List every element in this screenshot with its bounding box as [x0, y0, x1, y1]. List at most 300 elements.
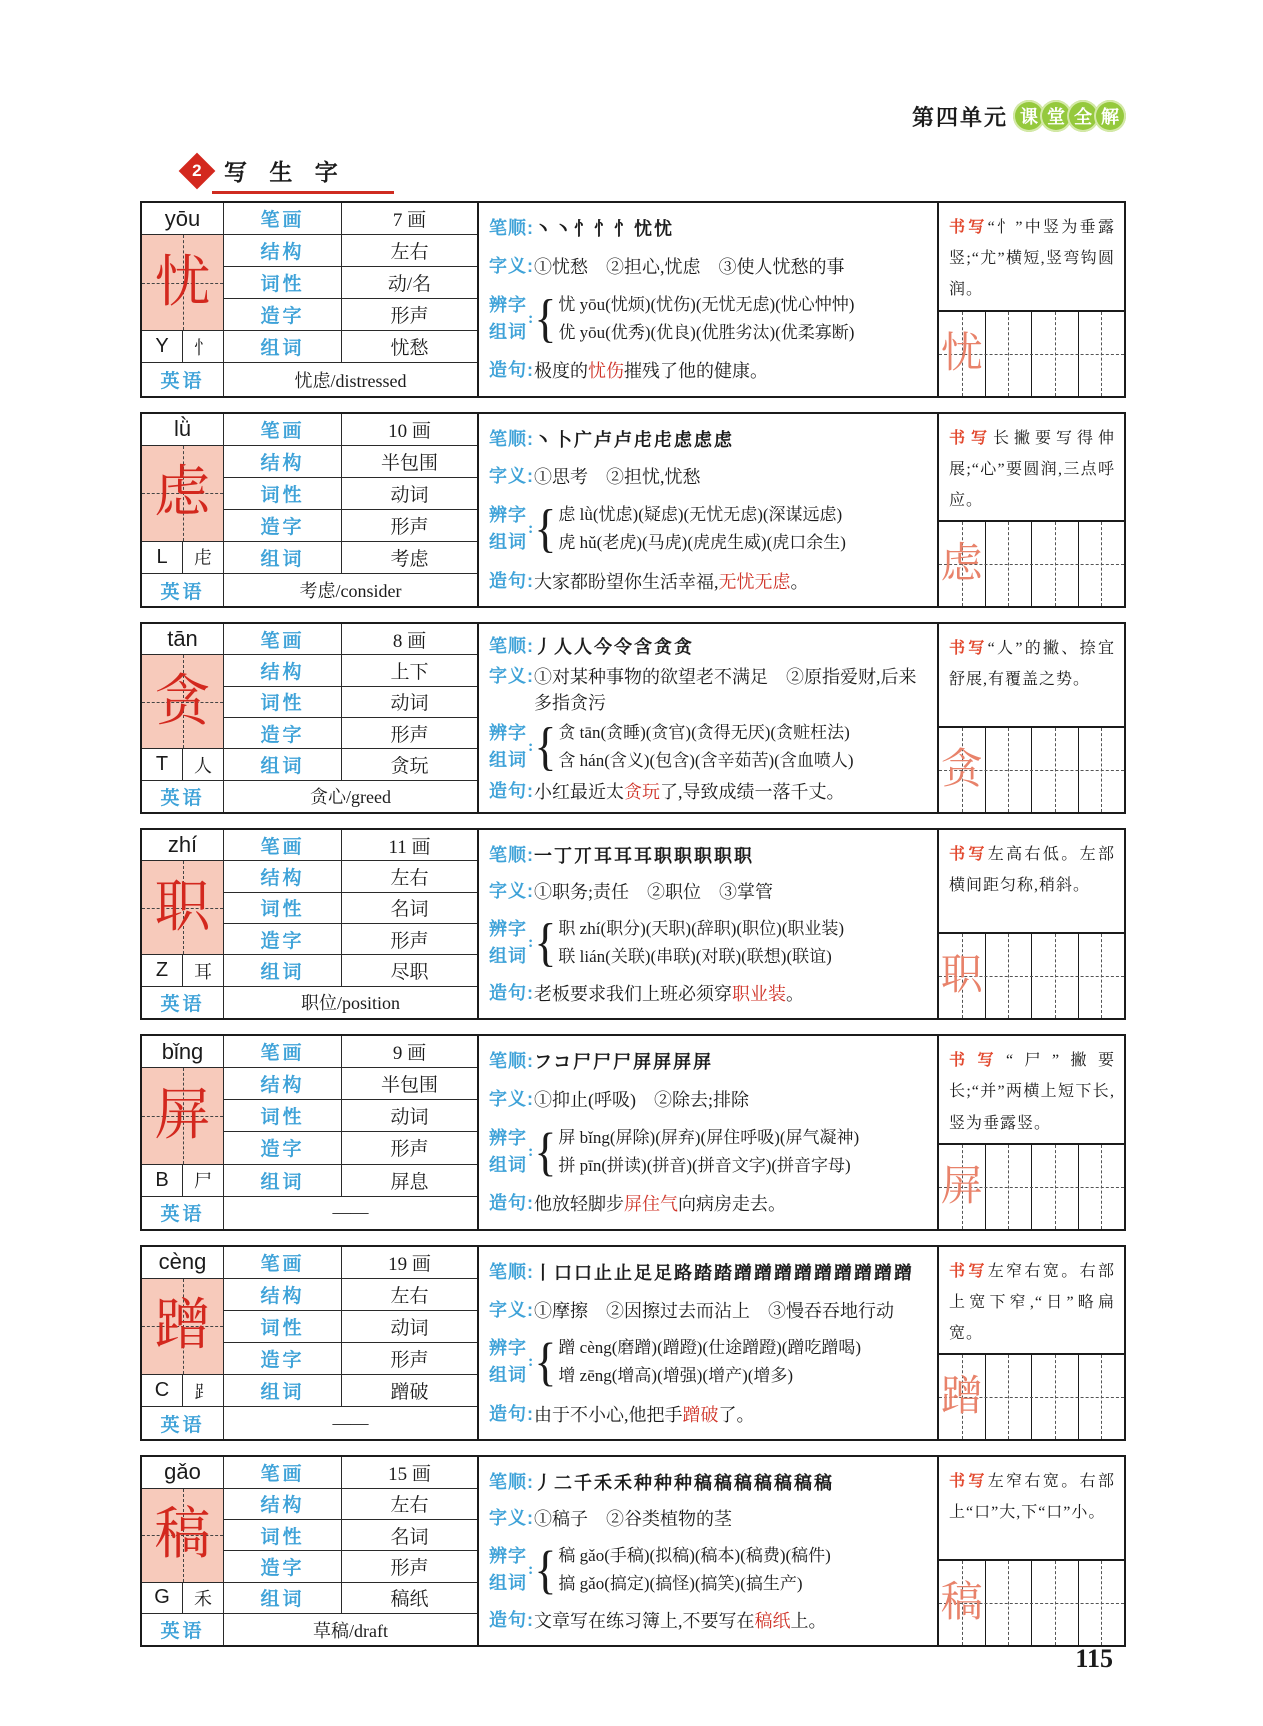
differentiate-line-2: 虎 hǔ(老虎)(马虎)(虎虎生威)(虎口余生): [558, 533, 846, 553]
differentiate-labels: [489, 720, 527, 774]
differentiate-label: 辨字: [489, 722, 527, 743]
character-entry-card: [140, 412, 1126, 609]
entry-detail-section: [479, 1247, 937, 1440]
differentiate-labels: [489, 292, 527, 346]
english-value: 职位/position: [300, 993, 400, 1014]
english-value: ——: [332, 1412, 369, 1433]
formation-value: 形声: [342, 924, 477, 955]
pinyin: zhí: [142, 830, 224, 861]
strokes-label: 笔画: [224, 1036, 342, 1068]
entry-info-table: [142, 624, 479, 812]
formation-label: 造字: [224, 718, 342, 749]
differentiate-line-1: 贪 tān(贪睡)(贪官)(贪得无厌)(贪赃枉法): [558, 722, 850, 742]
sentence-label: 造句:: [489, 570, 534, 591]
main-character-cell: [142, 1279, 224, 1375]
stroke-order-sequence: フコ尸尸尸屏屏屏屏: [534, 1052, 714, 1073]
sentence-pre: 大家都盼望你生活幸福,: [534, 571, 719, 592]
differentiate-label: 辨字: [489, 1127, 527, 1148]
section-number-badge: [179, 152, 216, 189]
entry-info-table: [142, 203, 479, 396]
differentiate-label: 辨字: [489, 1338, 527, 1359]
writing-tip: [939, 830, 1124, 932]
unit-label: 第四单元: [911, 104, 1008, 130]
character-entry-card: [140, 201, 1126, 398]
structure-value: 半包围: [342, 446, 477, 478]
writing-tip: [939, 203, 1124, 310]
sentence-text: [534, 357, 768, 384]
differentiate-labels: [489, 1125, 527, 1179]
differentiate-lines: [558, 719, 853, 775]
practice-cell-empty: [1032, 728, 1079, 812]
radical: 禾: [183, 1583, 224, 1614]
meaning-text: ①摩擦 ②因擦过去而沾上 ③慢吞吞地行动: [534, 1300, 894, 1321]
entry-detail-section: [479, 830, 937, 1018]
meaning-text: ①稿子 ②谷类植物的茎: [534, 1509, 732, 1530]
writing-section: [937, 414, 1124, 607]
sentence-post: 摧残了他的健康。: [624, 361, 768, 382]
pos-value: 名词: [342, 893, 477, 924]
sentence-line: [489, 778, 929, 805]
word-value: 稿纸: [342, 1583, 477, 1614]
main-character-cell: [142, 1489, 224, 1583]
colon: :: [528, 737, 534, 755]
word-value: 蹭破: [342, 1375, 477, 1407]
sentence-line: [489, 980, 929, 1007]
writing-label: 书写: [949, 429, 993, 447]
formation-value: 形声: [342, 718, 477, 749]
structure-value: 左右: [342, 1489, 477, 1520]
differentiate-lines: [558, 915, 844, 971]
pos-value: 名词: [342, 1520, 477, 1551]
stroke-order-label: 笔顺:: [489, 635, 534, 656]
entry-detail-section: [479, 414, 937, 607]
main-character: 蹭: [154, 1295, 211, 1358]
practice-cell-empty: [986, 728, 1033, 812]
main-character: 稿: [154, 1504, 211, 1567]
pos-label: 词性: [224, 893, 342, 924]
pos-label: 词性: [224, 1311, 342, 1343]
meaning-line: [489, 1086, 929, 1113]
group-word-label: 组词: [489, 749, 527, 770]
entry-info-table: [142, 414, 479, 607]
stroke-order-sequence: 丶卜广卢卢虍虍虑虑虑: [534, 429, 734, 450]
strokes-label: 笔画: [224, 203, 342, 235]
differentiate-line-1: 虑 lǜ(忧虑)(疑虑)(无忧无虑)(深谋远虑): [558, 505, 843, 525]
differentiate-line-2: 搞 gǎo(搞定)(搞怪)(搞笑)(搞生产): [558, 1574, 803, 1593]
strokes-value: 10 画: [342, 414, 477, 446]
formation-value: 形声: [342, 299, 477, 331]
writing-tip-text: “人”的撇、捺宜舒展,有覆盖之势。: [949, 640, 1115, 689]
brace-glyph: {: [534, 1121, 557, 1181]
sentence-text: [534, 1401, 755, 1428]
stroke-order-sequence: 丿人人今令含贪贪: [534, 636, 694, 657]
group-word-label: 组词: [489, 532, 527, 553]
entry-info-table: [142, 1457, 479, 1645]
practice-grid: [939, 726, 1124, 812]
formation-label: 造字: [224, 299, 342, 331]
writing-tip: [939, 414, 1124, 521]
practice-cell-empty: [1079, 728, 1125, 812]
practice-grid: [939, 520, 1124, 606]
meaning-label: 字义:: [489, 665, 534, 686]
pos-label: 词性: [224, 478, 342, 510]
entry-info-table: [142, 1247, 479, 1440]
practice-cell: [939, 1145, 986, 1229]
brace-glyph: {: [534, 1332, 557, 1392]
structure-label: 结构: [224, 446, 342, 478]
sentence-label: 造句:: [489, 1193, 534, 1214]
writing-tip-text: “忄”中竖为垂露竖;“尤”横短,竖弯钩圆润。: [949, 219, 1115, 299]
colon: :: [528, 520, 534, 538]
stroke-order-line: [489, 842, 929, 869]
stroke-order-sequence: 丶丶忄忄忄忧忧: [534, 219, 674, 240]
section-number: 2: [192, 160, 202, 180]
practice-cell: [939, 1355, 986, 1439]
writing-label: 书写: [949, 640, 988, 658]
differentiate-block: [489, 912, 929, 972]
brand-logo: [1018, 100, 1126, 132]
pos-label: 词性: [224, 267, 342, 299]
page-header: [140, 96, 1126, 136]
sentence-post: 了,导致成绩一落千丈。: [660, 781, 845, 802]
structure-value: 左右: [342, 1279, 477, 1311]
entry-detail-section: [479, 203, 937, 396]
word-value: 忧愁: [342, 331, 477, 363]
differentiate-label: 辨字: [489, 918, 527, 939]
radical: 尸: [183, 1165, 224, 1197]
practice-cell: [939, 934, 986, 1018]
stroke-order-label: 笔顺:: [489, 1051, 534, 1072]
pos-value: 动词: [342, 1100, 477, 1132]
practice-character: 贪: [940, 747, 983, 794]
strokes-value: 8 画: [342, 624, 477, 655]
sentence-post: 。: [786, 984, 804, 1005]
brand-char-circle: 堂: [1040, 100, 1072, 132]
practice-cell-empty: [1079, 522, 1125, 606]
main-character: 虑: [154, 462, 211, 525]
writing-label: 书写: [949, 1052, 1006, 1070]
meaning-line: [489, 1297, 929, 1324]
colon: :: [528, 933, 534, 951]
sentence-highlight: 无忧无虑: [718, 571, 791, 592]
sentence-pre: 文章写在练习簿上,不要写在: [534, 1611, 755, 1632]
meaning-line: [489, 1505, 929, 1532]
differentiate-block: [489, 716, 929, 776]
main-character-cell: [142, 655, 224, 749]
stroke-order-label: 笔顺:: [489, 428, 534, 449]
formation-value: 形声: [342, 1132, 477, 1164]
initial-letter: T: [142, 749, 183, 780]
stroke-order-label: 笔顺:: [489, 844, 534, 865]
writing-section: [937, 1036, 1124, 1229]
radical: ⻊: [183, 1375, 224, 1407]
page: [140, 0, 1126, 1661]
english-label: 英语: [142, 987, 224, 1018]
sentence-highlight: 职业装: [732, 984, 786, 1005]
practice-cell-empty: [1032, 312, 1079, 396]
meaning-line: [489, 253, 929, 280]
sentence-text: [534, 1607, 827, 1634]
character-entries-list: [140, 201, 1126, 1647]
sentence-label: 造句:: [489, 1610, 534, 1631]
structure-label: 结构: [224, 861, 342, 892]
word-label: 组词: [224, 1583, 342, 1614]
practice-character: 蹭: [940, 1374, 983, 1421]
formation-value: 形声: [342, 510, 477, 542]
differentiate-labels: [489, 1543, 527, 1597]
differentiate-labels: [489, 916, 527, 970]
sentence-highlight: 忧伤: [588, 361, 624, 382]
structure-label: 结构: [224, 655, 342, 686]
structure-label: 结构: [224, 1068, 342, 1100]
differentiate-line-2: 拼 pīn(拼读)(拼音)(拼音文字)(拼音字母): [558, 1155, 851, 1175]
radical: 忄: [183, 331, 224, 363]
differentiate-lines: [558, 1334, 861, 1390]
practice-cell-empty: [1079, 1355, 1125, 1439]
colon: :: [528, 1561, 534, 1578]
word-value: 尽职: [342, 955, 477, 986]
stroke-order-line: [489, 1259, 929, 1286]
sentence-post: 上。: [790, 1611, 827, 1632]
english-value: ——: [332, 1202, 369, 1223]
meaning-label: 字义:: [489, 1299, 534, 1320]
differentiate-line-2: 优 yōu(优秀)(优良)(优胜劣汰)(优柔寡断): [558, 322, 855, 342]
main-character: 屏: [154, 1084, 211, 1147]
practice-cell-empty: [1032, 1145, 1079, 1229]
pos-value: 动词: [342, 1311, 477, 1343]
differentiate-lines: [558, 291, 854, 347]
meaning-text: ①对某种事物的欲望老不满足 ②原指爱财,后来多指贪污: [534, 666, 917, 713]
pos-label: 词性: [224, 1520, 342, 1551]
differentiate-labels: [489, 1335, 527, 1389]
stroke-order-line: [489, 215, 929, 242]
writing-section: [937, 1247, 1124, 1440]
meaning-label: 字义:: [489, 255, 534, 276]
main-character: 职: [154, 876, 211, 939]
stroke-order-line: [489, 1469, 929, 1496]
practice-cell-empty: [1032, 522, 1079, 606]
meaning-text: ①忧愁 ②担心,忧虑 ③使人忧愁的事: [534, 256, 845, 277]
sentence-text: [534, 1190, 786, 1217]
colon: :: [528, 1142, 534, 1160]
differentiate-labels: [489, 502, 527, 556]
sentence-post: 了。: [718, 1404, 755, 1425]
writing-tip: [939, 1247, 1124, 1354]
writing-section: [937, 830, 1124, 1018]
practice-grid: [939, 310, 1124, 396]
meaning-text: ①职务;责任 ②职位 ③掌管: [534, 882, 773, 903]
sentence-highlight: 蹭破: [682, 1404, 719, 1425]
brace-glyph: {: [534, 288, 557, 348]
writing-label: 书写: [949, 1262, 988, 1280]
practice-grid: [939, 932, 1124, 1018]
differentiate-label: 辨字: [489, 294, 527, 315]
pos-label: 词性: [224, 687, 342, 718]
brand-char-circle: 解: [1094, 100, 1126, 132]
character-entry-card: [140, 622, 1126, 814]
pinyin: lǜ: [142, 414, 224, 446]
practice-cell: [939, 522, 986, 606]
sentence-label: 造句:: [489, 360, 534, 381]
formation-value: 形声: [342, 1551, 477, 1582]
sentence-highlight: 屏住气: [624, 1194, 678, 1215]
differentiate-block: [489, 1334, 929, 1390]
writing-label: 书写: [949, 846, 988, 864]
entry-detail-section: [479, 624, 937, 812]
formation-label: 造字: [224, 1343, 342, 1375]
practice-character: 职: [940, 953, 983, 1000]
practice-cell: [939, 312, 986, 396]
differentiate-lines: [558, 501, 846, 557]
pos-value: 动词: [342, 687, 477, 718]
practice-grid: [939, 1143, 1124, 1229]
differentiate-line-1: 蹭 cèng(磨蹭)(蹭蹬)(仕途蹭蹬)(蹭吃蹭喝): [558, 1338, 862, 1358]
brace-glyph: {: [534, 912, 557, 972]
sentence-line: [489, 1401, 929, 1428]
radical: 虍: [183, 542, 224, 574]
practice-cell-empty: [986, 522, 1033, 606]
colon: :: [528, 1353, 534, 1371]
practice-cell: [939, 1561, 986, 1645]
structure-value: 上下: [342, 655, 477, 686]
character-entry-card: [140, 1245, 1126, 1442]
initial-letter: C: [142, 1375, 183, 1407]
strokes-label: 笔画: [224, 624, 342, 655]
sentence-line: [489, 568, 929, 595]
stroke-order-sequence: 丨口口止止足足路踏踏蹭蹭蹭蹭蹭蹭蹭蹭蹭: [534, 1262, 914, 1283]
practice-cell-empty: [986, 312, 1033, 396]
main-character-cell: [142, 446, 224, 542]
writing-section: [937, 1457, 1124, 1645]
group-word-label: 组词: [489, 1365, 527, 1386]
formation-label: 造字: [224, 924, 342, 955]
sentence-label: 造句:: [489, 983, 534, 1004]
meaning-label: 字义:: [489, 881, 534, 902]
word-label: 组词: [224, 1165, 342, 1197]
entry-detail-section: [479, 1036, 937, 1229]
group-word-label: 组词: [489, 1154, 527, 1175]
brace-glyph: {: [534, 1540, 557, 1599]
pinyin: yōu: [142, 203, 224, 235]
differentiate-line-1: 屏 bǐng(屏除)(屏弃)(屏住呼吸)(屏气凝神): [558, 1127, 860, 1147]
differentiate-line-1: 忧 yōu(忧烦)(忧伤)(无忧无虑)(忧心忡忡): [558, 294, 855, 314]
initial-letter: Z: [142, 955, 183, 986]
structure-label: 结构: [224, 1279, 342, 1311]
practice-cell-empty: [986, 1145, 1033, 1229]
group-word-label: 组词: [489, 321, 527, 342]
differentiate-label: 辨字: [489, 505, 527, 526]
practice-grid: [939, 1353, 1124, 1439]
meaning-line: [489, 663, 929, 716]
differentiate-line-2: 联 lián(关联)(串联)(对联)(联想)(联谊): [558, 946, 832, 966]
practice-grid: [939, 1559, 1124, 1645]
meaning-label: 字义:: [489, 1508, 534, 1529]
entry-info-table: [142, 830, 479, 1018]
practice-character: 忧: [940, 330, 983, 377]
differentiate-label: 辨字: [489, 1546, 527, 1566]
main-character: 忧: [154, 251, 211, 314]
writing-section: [937, 624, 1124, 812]
writing-label: 书写: [949, 219, 988, 236]
brand-char-circle: 课: [1013, 100, 1045, 132]
sentence-highlight: 稿纸: [754, 1611, 791, 1632]
main-character-cell: [142, 1068, 224, 1164]
group-word-label: 组词: [489, 945, 527, 966]
colon: :: [528, 309, 534, 327]
word-value: 贪玩: [342, 749, 477, 780]
sentence-pre: 极度的: [534, 361, 588, 382]
english-label: 英语: [142, 1197, 224, 1229]
writing-section: [937, 203, 1124, 396]
stroke-order-sequence: 丿二千禾禾种种种稿稿稿稿稿稿稿: [534, 1472, 834, 1493]
sentence-pre: 小红最近太: [534, 781, 624, 802]
sentence-pre: 老板要求我们上班必须穿: [534, 984, 732, 1005]
page-number: 115: [1075, 1644, 1113, 1673]
practice-cell-empty: [986, 1561, 1033, 1645]
sentence-label: 造句:: [489, 780, 534, 801]
differentiate-lines: [558, 1124, 859, 1180]
writing-tip: [939, 1036, 1124, 1143]
meaning-line: [489, 878, 929, 905]
sentence-line: [489, 1190, 929, 1217]
title-underline: [212, 191, 394, 194]
word-label: 组词: [224, 542, 342, 574]
writing-tip-text: 左高右低。左部横间距匀称,稍斜。: [949, 846, 1115, 895]
writing-tip-text: “尸”撇要长;“并”两横上短下长,竖为垂露竖。: [949, 1052, 1115, 1132]
practice-cell-empty: [1079, 312, 1125, 396]
meaning-line: [489, 463, 929, 490]
writing-tip-text: 左窄右宽。右部上“口”大,下“口”小。: [949, 1473, 1115, 1522]
differentiate-block: [489, 1121, 929, 1181]
sentence-text: [534, 778, 845, 805]
differentiate-block: [489, 501, 929, 557]
meaning-text: ①思考 ②担忧,忧愁: [534, 467, 701, 488]
radical: 耳: [183, 955, 224, 986]
radical: 人: [183, 749, 224, 780]
differentiate-line-2: 增 zēng(增高)(增强)(增产)(增多): [558, 1366, 794, 1386]
sentence-line: [489, 1607, 929, 1634]
section-title-row: [184, 154, 384, 187]
differentiate-block: [489, 1542, 929, 1598]
word-label: 组词: [224, 955, 342, 986]
strokes-label: 笔画: [224, 1247, 342, 1279]
main-character-cell: [142, 235, 224, 331]
practice-cell-empty: [1032, 934, 1079, 1018]
strokes-value: 9 画: [342, 1036, 477, 1068]
stroke-order-label: 笔顺:: [489, 1261, 534, 1282]
group-word-label: 组词: [489, 1573, 527, 1593]
differentiate-line-1: 稿 gǎo(手稿)(拟稿)(稿本)(稿费)(稿件): [558, 1545, 831, 1565]
meaning-text: ①抑止(呼吸) ②除去;排除: [534, 1090, 749, 1111]
practice-cell-empty: [1079, 1145, 1125, 1229]
strokes-label: 笔画: [224, 830, 342, 861]
structure-value: 左右: [342, 861, 477, 892]
english-value: 贪心/greed: [310, 787, 391, 808]
strokes-value: 15 画: [342, 1457, 477, 1488]
sentence-highlight: 贪玩: [624, 781, 660, 802]
english-label: 英语: [142, 1614, 224, 1645]
stroke-order-line: [489, 633, 929, 660]
meaning-label: 字义:: [489, 466, 534, 487]
pos-value: 动词: [342, 478, 477, 510]
strokes-label: 笔画: [224, 1457, 342, 1488]
english-value: 考虑/consider: [299, 581, 402, 602]
pinyin: cèng: [142, 1247, 224, 1279]
initial-letter: Y: [142, 331, 183, 363]
stroke-order-line: [489, 1048, 929, 1075]
sentence-post: 。: [790, 571, 809, 592]
character-entry-card: [140, 1034, 1126, 1231]
